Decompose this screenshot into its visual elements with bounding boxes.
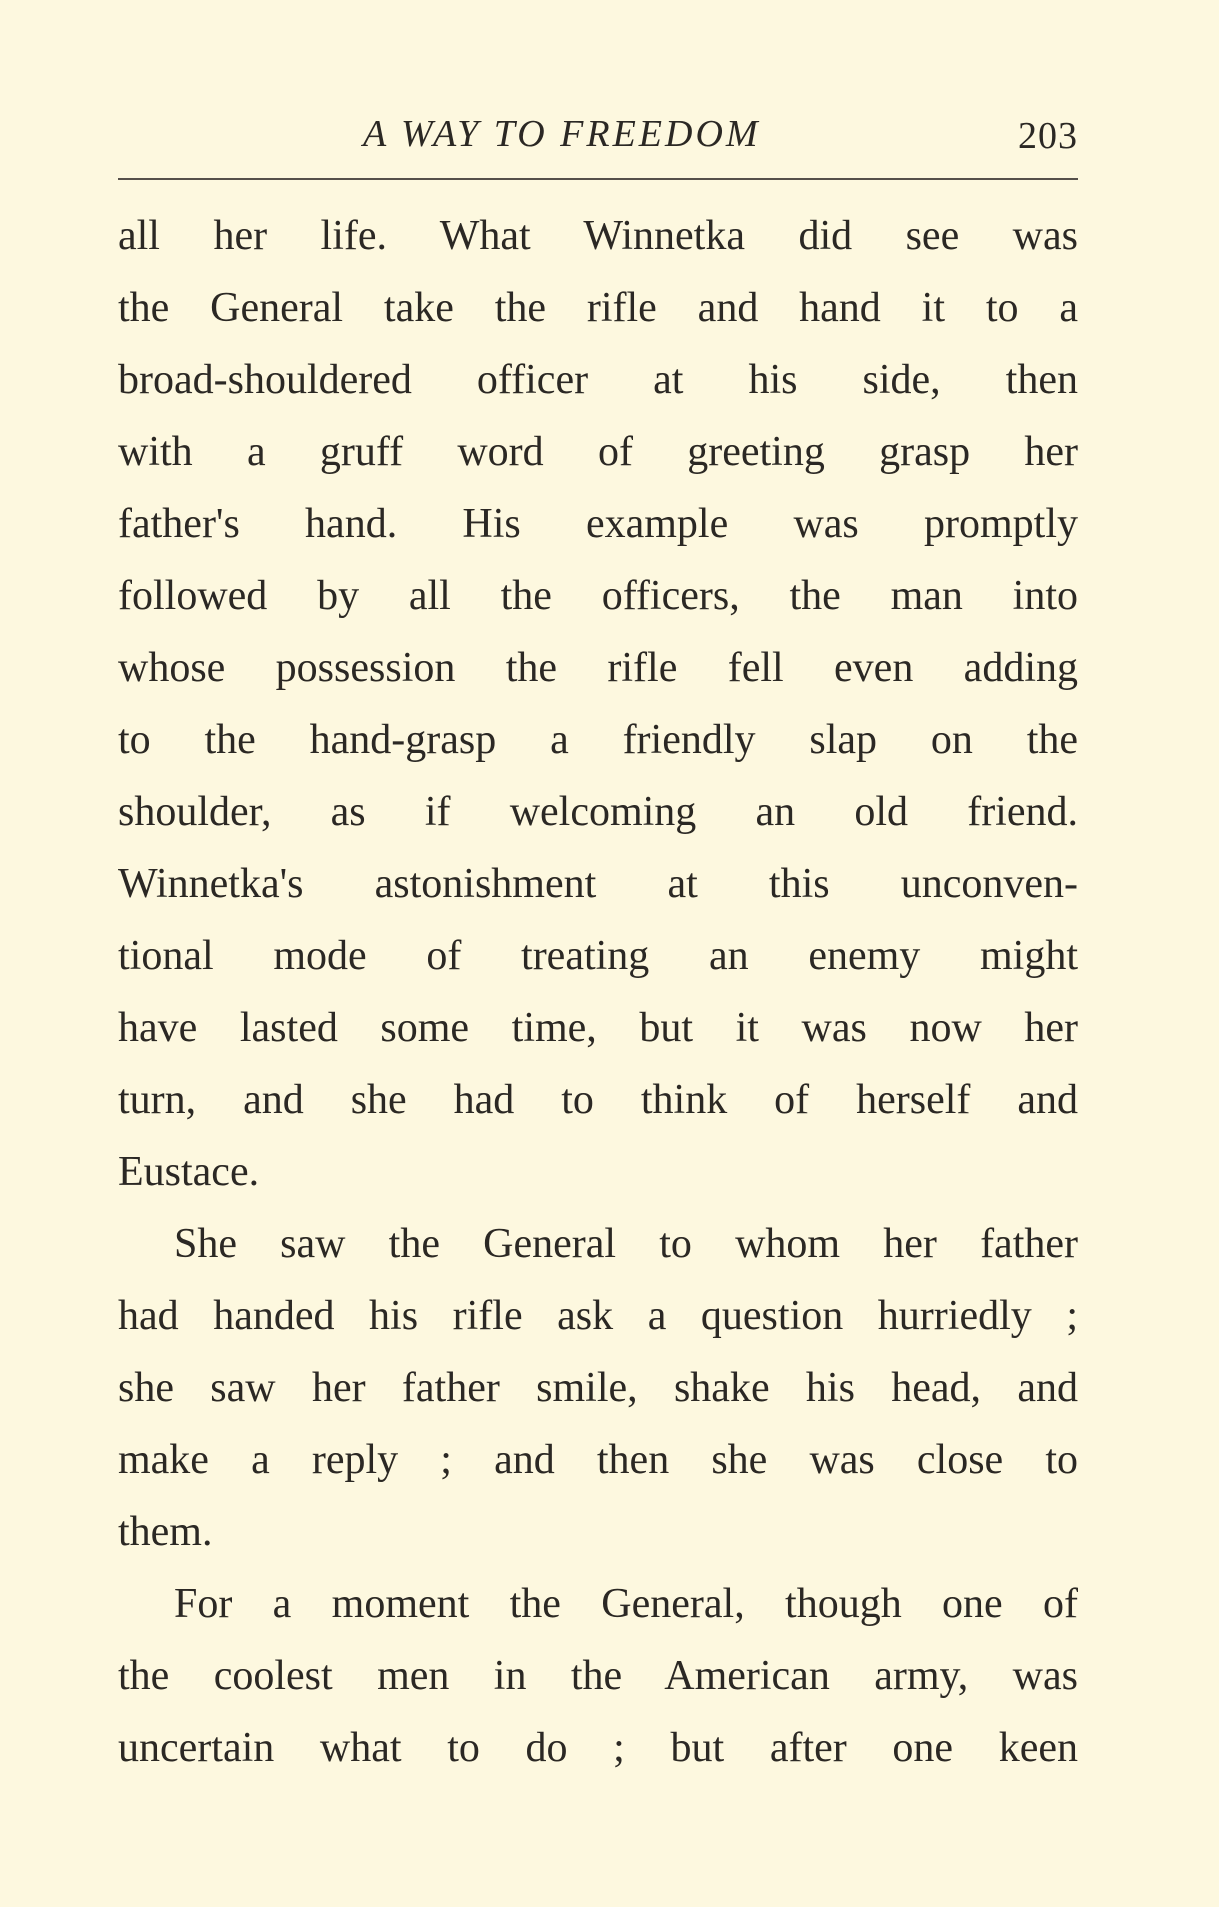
text-line: Eustace. xyxy=(118,1149,260,1195)
text-line: make a reply ; and then she was close to xyxy=(118,1437,1078,1483)
text-line: turn, and she had to think of herself and xyxy=(118,1077,1078,1123)
text-line: Winnetka's astonishment at this unconven- xyxy=(118,861,1078,907)
body-text xyxy=(118,200,1078,1784)
text-line: all her life. What Winnetka did see was xyxy=(118,213,1078,259)
running-title: A WAY TO FREEDOM xyxy=(363,113,761,155)
page-number: 203 xyxy=(1018,115,1078,157)
header-rule xyxy=(118,178,1078,180)
text-line: tional mode of treating an enemy might xyxy=(118,933,1078,979)
paragraph-start-line: She saw the General to whom her father xyxy=(174,1221,1078,1267)
text-line: followed by all the officers, the man into xyxy=(118,573,1078,619)
text-line: she saw her father smile, shake his head, and xyxy=(118,1365,1078,1411)
text-line: the coolest men in the American army, was xyxy=(118,1653,1078,1699)
text-line: had handed his rifle ask a question hurriedly ; xyxy=(118,1293,1078,1339)
text-line: whose possession the rifle fell even adding xyxy=(118,645,1078,691)
text-line: broad-shouldered officer at his side, then xyxy=(118,357,1078,403)
text-line: them. xyxy=(118,1509,213,1555)
paragraph-start-line: For a moment the General, though one of xyxy=(174,1581,1078,1627)
text-line: father's hand. His example was promptly xyxy=(118,501,1078,547)
text-line: shoulder, as if welcoming an old friend. xyxy=(118,789,1078,835)
text-line: have lasted some time, but it was now her xyxy=(118,1005,1078,1051)
text-line: to the hand-grasp a friendly slap on the xyxy=(118,717,1078,763)
text-line: with a gruff word of greeting grasp her xyxy=(118,429,1078,475)
text-line: the General take the rifle and hand it to a xyxy=(118,285,1078,331)
text-line: uncertain what to do ; but after one keen xyxy=(118,1725,1078,1771)
running-head xyxy=(118,112,1078,162)
